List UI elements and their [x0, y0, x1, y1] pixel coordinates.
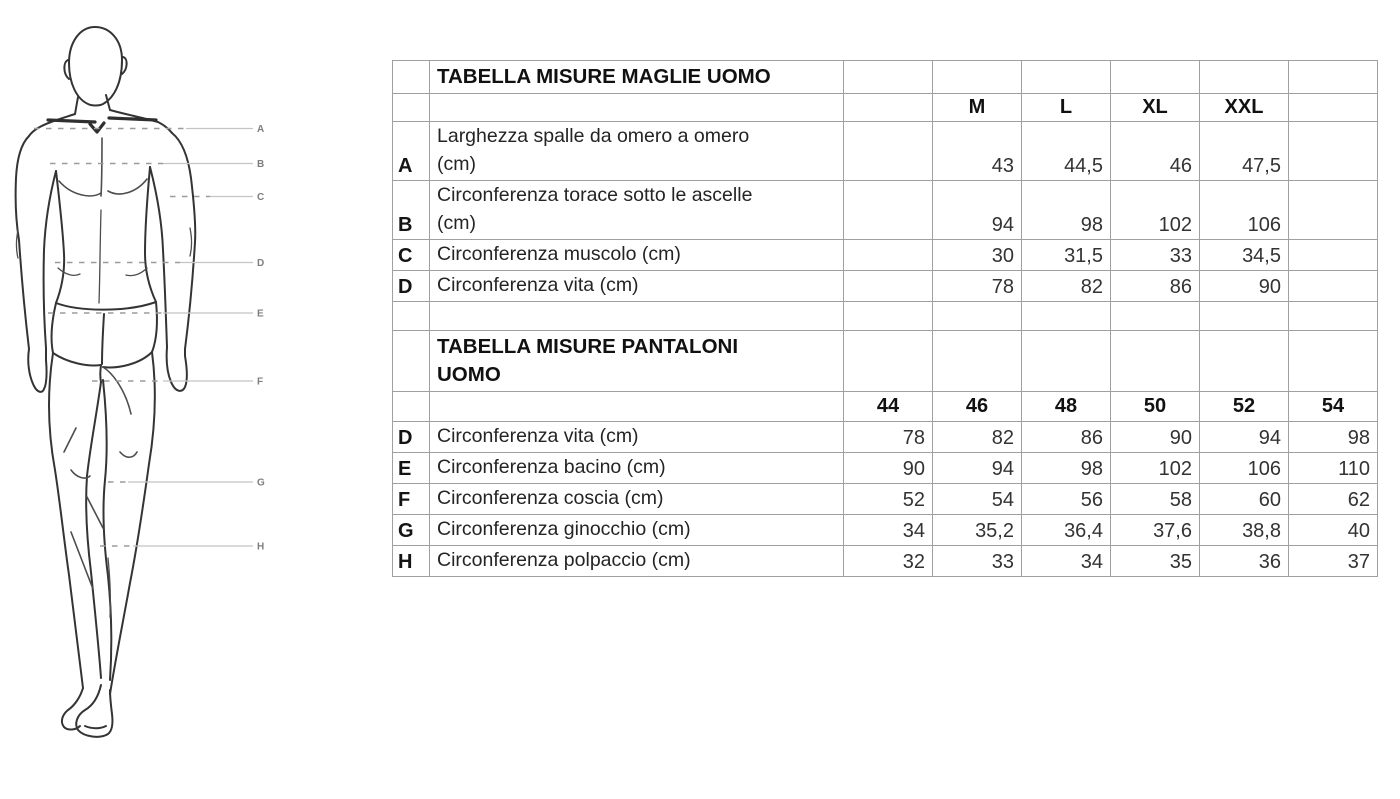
figure-leg-right-inner — [103, 380, 111, 680]
maglie-size-m: M — [933, 94, 1022, 122]
empty-cell — [393, 302, 430, 331]
figure-briefs-seam — [102, 314, 104, 364]
pantaloni-title-row — [393, 331, 1378, 392]
pantaloni-size-52: 52 — [1200, 392, 1289, 422]
pantaloni-row-F-label — [430, 484, 844, 515]
empty-cell — [393, 94, 430, 122]
empty-cell — [1289, 271, 1378, 302]
empty-cell — [1289, 61, 1378, 94]
detail-sternum — [101, 138, 102, 196]
maglie-title-row — [393, 61, 1378, 94]
label-line: Larghezza spalle da omero a omero — [437, 125, 750, 147]
pantaloni-title-line2: UOMO — [437, 363, 501, 386]
pantaloni-D-50: 90 — [1111, 422, 1200, 453]
detail-oblique-left — [58, 268, 80, 275]
pantaloni-G-44: 34 — [844, 515, 933, 546]
empty-cell — [844, 302, 933, 331]
pantaloni-D-46: 82 — [933, 422, 1022, 453]
figure-briefs-hem-right — [103, 352, 152, 367]
measure-line-H — [100, 542, 264, 553]
pantaloni-row-H-key: H — [393, 546, 430, 577]
pantaloni-row-F-key: F — [393, 484, 430, 515]
maglie-B-xl: 102 — [1111, 181, 1200, 240]
empty-cell — [430, 392, 844, 422]
pantaloni-D-52: 94 — [1200, 422, 1289, 453]
empty-cell — [1200, 302, 1289, 331]
figure-briefs-waistband — [56, 302, 156, 310]
pantaloni-H-50: 35 — [1111, 546, 1200, 577]
maglie-row-B-key: B — [393, 181, 430, 240]
measure-label-A: A — [257, 124, 265, 135]
detail-shin-diag — [87, 497, 103, 528]
label-line: Circonferenza ginocchio (cm) — [437, 518, 691, 540]
pantaloni-E-46: 94 — [933, 453, 1022, 484]
detail-elbow-left — [17, 230, 19, 258]
maglie-C-xl: 33 — [1111, 240, 1200, 271]
detail-ab-line — [99, 210, 101, 303]
measure-label-C: C — [257, 192, 265, 203]
body-measurement-figure — [0, 0, 390, 799]
pantaloni-D-44: 78 — [844, 422, 933, 453]
maglie-C-m: 30 — [933, 240, 1022, 271]
maglie-A-l: 44,5 — [1022, 122, 1111, 181]
pantaloni-row-G — [393, 515, 1378, 546]
pantaloni-F-44: 52 — [844, 484, 933, 515]
figure-arm-right-inner — [150, 167, 167, 347]
empty-cell — [933, 302, 1022, 331]
empty-cell — [393, 331, 430, 392]
empty-cell — [1111, 331, 1200, 392]
maglie-row-C-key: C — [393, 240, 430, 271]
clavicle-right — [109, 118, 156, 120]
figure-leg-left-inner — [86, 382, 101, 678]
maglie-row-D-label — [430, 271, 844, 302]
maglie-size-xxl: XXL — [1200, 94, 1289, 122]
pantaloni-E-50: 102 — [1111, 453, 1200, 484]
maglie-row-D — [393, 271, 1378, 302]
maglie-D-m: 78 — [933, 271, 1022, 302]
clavicle-left — [48, 120, 95, 122]
figure-leg-left-outer — [49, 353, 83, 688]
label-line: Circonferenza vita (cm) — [437, 425, 639, 447]
measure-label-E: E — [257, 308, 264, 320]
pantaloni-title — [430, 331, 844, 392]
empty-cell — [430, 94, 844, 122]
measure-line-A — [34, 124, 264, 135]
pantaloni-G-46: 35,2 — [933, 515, 1022, 546]
pantaloni-E-44: 90 — [844, 453, 933, 484]
figure-leg-right-outer — [110, 352, 155, 694]
empty-cell — [393, 61, 430, 94]
measure-line-C — [170, 192, 264, 203]
detail-pec-left — [59, 181, 101, 196]
maglie-row-C — [393, 240, 1378, 271]
figure-briefs-crotch — [100, 365, 101, 382]
label-line: (cm) — [437, 212, 476, 234]
measure-line-G — [108, 478, 265, 489]
pantaloni-H-46: 33 — [933, 546, 1022, 577]
pantaloni-row-G-label — [430, 515, 844, 546]
maglie-D-xxl: 90 — [1200, 271, 1289, 302]
pantaloni-sizes-row — [393, 392, 1378, 422]
figure-briefs-right — [152, 302, 157, 352]
maglie-row-B — [393, 181, 1378, 240]
pantaloni-F-52: 60 — [1200, 484, 1289, 515]
sternum-notch — [90, 123, 104, 132]
maglie-row-A-key: A — [393, 122, 430, 181]
measure-line-D — [55, 258, 264, 269]
empty-cell — [393, 392, 430, 422]
pantaloni-D-48: 86 — [1022, 422, 1111, 453]
maglie-row-B-label — [430, 181, 844, 240]
pantaloni-row-E — [393, 453, 1378, 484]
figure-neck-left — [75, 97, 78, 114]
measure-label-F: F — [257, 376, 264, 388]
pantaloni-F-54: 62 — [1289, 484, 1378, 515]
male-figure-svg — [0, 0, 390, 799]
empty-cell — [1289, 240, 1378, 271]
figure-shoulder-right — [110, 110, 172, 133]
detail-oblique-right — [126, 268, 147, 276]
pantaloni-G-48: 36,4 — [1022, 515, 1111, 546]
pantaloni-title-line1: TABELLA MISURE PANTALONI — [437, 335, 739, 358]
maglie-title-text: TABELLA MISURE MAGLIE UOMO — [437, 65, 771, 88]
figure-head — [69, 27, 122, 106]
maglie-A-m: 43 — [933, 122, 1022, 181]
spacer-row — [393, 302, 1378, 331]
detail-knee-right — [120, 452, 137, 457]
pantaloni-size-48: 48 — [1022, 392, 1111, 422]
label-line: Circonferenza bacino (cm) — [437, 456, 666, 478]
measurement-lines — [34, 124, 265, 553]
pantaloni-G-52: 38,8 — [1200, 515, 1289, 546]
pantaloni-size-50: 50 — [1111, 392, 1200, 422]
label-line: Circonferenza polpaccio (cm) — [437, 549, 691, 571]
label-line: Circonferenza muscolo (cm) — [437, 243, 681, 265]
pantaloni-size-54: 54 — [1289, 392, 1378, 422]
empty-cell — [1289, 181, 1378, 240]
figure-arm-left-inner — [44, 171, 56, 348]
measure-label-B: B — [257, 159, 265, 170]
empty-cell — [1022, 302, 1111, 331]
detail-elbow-right — [190, 228, 192, 256]
pantaloni-G-54: 40 — [1289, 515, 1378, 546]
empty-cell — [844, 181, 933, 240]
figure-foot-toe-line — [85, 726, 106, 728]
maglie-row-C-label — [430, 240, 844, 271]
figure-hand-right — [167, 347, 187, 391]
figure-foot-back-heel — [62, 688, 83, 730]
pantaloni-row-H-label — [430, 546, 844, 577]
label-line: Circonferenza torace sotto le ascelle — [437, 184, 753, 206]
pantaloni-row-D-label — [430, 422, 844, 453]
maglie-sizes-row — [393, 94, 1378, 122]
detail-knee-left-a — [64, 428, 76, 452]
empty-cell — [1289, 331, 1378, 392]
pantaloni-size-46: 46 — [933, 392, 1022, 422]
measure-line-B — [50, 159, 264, 170]
figure-clavicles — [48, 118, 156, 132]
maglie-row-A-label — [430, 122, 844, 181]
maglie-C-xxl: 34,5 — [1200, 240, 1289, 271]
empty-cell — [1200, 61, 1289, 94]
pantaloni-G-50: 37,6 — [1111, 515, 1200, 546]
figure-arm-left-outer — [16, 136, 29, 349]
pantaloni-F-50: 58 — [1111, 484, 1200, 515]
maglie-title — [430, 61, 844, 94]
pantaloni-row-D — [393, 422, 1378, 453]
label-line: Circonferenza vita (cm) — [437, 274, 639, 296]
empty-cell — [1111, 302, 1200, 331]
pantaloni-row-E-label — [430, 453, 844, 484]
pantaloni-row-F — [393, 484, 1378, 515]
maglie-D-l: 82 — [1022, 271, 1111, 302]
maglie-B-l: 98 — [1022, 181, 1111, 240]
empty-cell — [1200, 331, 1289, 392]
maglie-row-A — [393, 122, 1378, 181]
pantaloni-row-D-key: D — [393, 422, 430, 453]
maglie-A-xl: 46 — [1111, 122, 1200, 181]
pantaloni-H-54: 37 — [1289, 546, 1378, 577]
pantaloni-E-52: 106 — [1200, 453, 1289, 484]
maglie-row-D-key: D — [393, 271, 430, 302]
maglie-D-xl: 86 — [1111, 271, 1200, 302]
pantaloni-E-48: 98 — [1022, 453, 1111, 484]
maglie-size-l: L — [1022, 94, 1111, 122]
empty-cell — [1289, 122, 1378, 181]
maglie-A-xxl: 47,5 — [1200, 122, 1289, 181]
pantaloni-H-48: 34 — [1022, 546, 1111, 577]
figure-shoulder-left — [29, 114, 75, 136]
pantaloni-H-44: 32 — [844, 546, 933, 577]
figure-torso-left — [56, 171, 64, 303]
label-line: Circonferenza coscia (cm) — [437, 487, 664, 509]
pantaloni-row-G-key: G — [393, 515, 430, 546]
maglie-C-l: 31,5 — [1022, 240, 1111, 271]
empty-cell — [1022, 331, 1111, 392]
empty-cell — [844, 61, 933, 94]
empty-cell — [1289, 302, 1378, 331]
pantaloni-row-E-key: E — [393, 453, 430, 484]
empty-cell — [844, 331, 933, 392]
empty-cell — [1289, 94, 1378, 122]
figure-briefs-left — [52, 303, 56, 353]
maglie-size-xl: XL — [1111, 94, 1200, 122]
measure-label-H: H — [257, 541, 265, 553]
detail-thigh-right — [103, 367, 131, 414]
label-line: (cm) — [437, 153, 476, 175]
pantaloni-H-52: 36 — [1200, 546, 1289, 577]
empty-cell — [844, 240, 933, 271]
empty-cell — [844, 94, 933, 122]
empty-cell — [933, 61, 1022, 94]
measure-label-G: G — [257, 477, 265, 489]
empty-cell — [844, 271, 933, 302]
pantaloni-D-54: 98 — [1289, 422, 1378, 453]
pantaloni-E-54: 110 — [1289, 453, 1378, 484]
detail-pec-right — [108, 179, 147, 194]
figure-briefs-hem-left — [53, 353, 101, 366]
maglie-B-xxl: 106 — [1200, 181, 1289, 240]
maglie-B-m: 94 — [933, 181, 1022, 240]
empty-cell — [1111, 61, 1200, 94]
empty-cell — [844, 122, 933, 181]
empty-cell — [933, 331, 1022, 392]
male-figure-outline — [16, 27, 196, 737]
empty-cell — [430, 302, 844, 331]
measure-label-D: D — [257, 258, 265, 269]
pantaloni-row-H — [393, 546, 1378, 577]
size-tables — [392, 60, 1378, 577]
empty-cell — [1022, 61, 1111, 94]
pantaloni-F-46: 54 — [933, 484, 1022, 515]
figure-hand-left — [28, 348, 46, 392]
pantaloni-F-48: 56 — [1022, 484, 1111, 515]
pantaloni-size-44: 44 — [844, 392, 933, 422]
